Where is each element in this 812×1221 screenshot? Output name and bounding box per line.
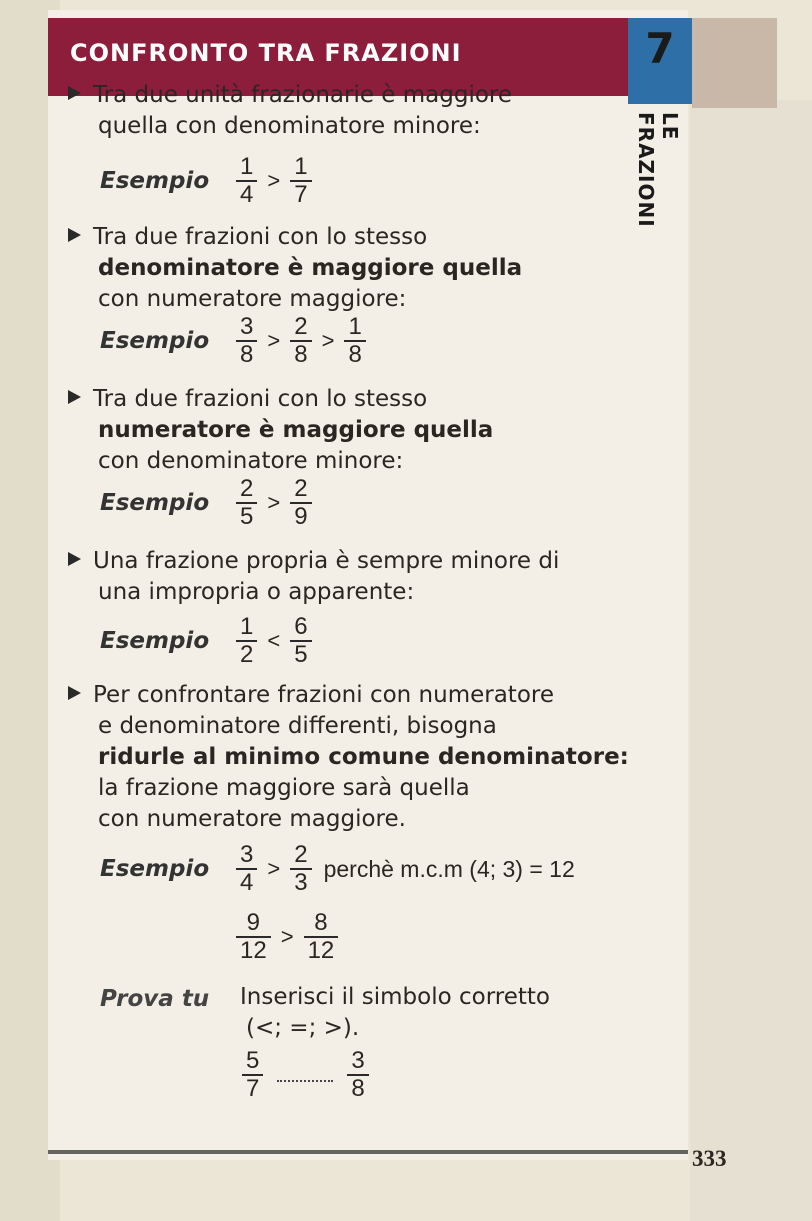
rule-5-line-1: Per confrontare frazioni con numeratore — [93, 682, 554, 708]
denominator: 12 — [240, 937, 267, 964]
rule-5-line-4: la frazione maggiore sarà quella — [98, 775, 470, 801]
denominator: 8 — [294, 341, 308, 368]
example-label: Esempio — [100, 628, 210, 654]
numerator: 2 — [240, 475, 254, 502]
comparison-operator: > — [267, 168, 281, 193]
fraction — [236, 476, 257, 530]
rule-2-line-3: con numeratore maggiore: — [98, 286, 407, 312]
fraction — [236, 910, 271, 964]
numerator: 2 — [294, 313, 308, 340]
fraction — [242, 1048, 263, 1102]
rule-4-line-1: Una frazione propria è sempre minore di — [93, 548, 560, 574]
fraction — [290, 842, 311, 896]
rule-4-line-2: una impropria o apparente: — [98, 579, 415, 605]
chapter-side-label: LE FRAZIONI — [634, 112, 682, 228]
example-label: Esempio — [100, 168, 210, 194]
numerator: 1 — [240, 153, 254, 180]
fraction — [236, 842, 257, 896]
exercise-instruction-line: Inserisci il simbolo corretto — [240, 984, 550, 1010]
fraction — [304, 910, 339, 964]
denominator: 8 — [351, 1075, 365, 1102]
denominator: 2 — [240, 641, 254, 668]
fraction — [236, 614, 257, 668]
rule-2 — [68, 222, 522, 315]
fraction — [290, 476, 311, 530]
numerator: 2 — [294, 841, 308, 868]
bullet-icon — [68, 390, 81, 404]
example-3 — [100, 476, 316, 530]
page-number: 333 — [692, 1146, 727, 1171]
denominator: 9 — [294, 503, 308, 530]
exercise-label: Prova tu — [100, 986, 210, 1012]
numerator: 8 — [314, 909, 328, 936]
denominator: 3 — [294, 869, 308, 896]
fraction — [290, 314, 311, 368]
numerator: 1 — [348, 313, 362, 340]
example-5-second-row — [232, 910, 342, 964]
denominator: 4 — [240, 869, 254, 896]
rule-5-line-5: con numeratore maggiore. — [98, 806, 406, 832]
example-label: Esempio — [100, 490, 210, 516]
denominator: 4 — [240, 181, 254, 208]
exercise-instruction — [240, 982, 660, 1044]
page-title: CONFRONTO TRA FRAZIONI — [70, 39, 462, 67]
bullet-icon — [68, 86, 81, 100]
numerator: 5 — [246, 1047, 260, 1074]
fraction — [236, 154, 257, 208]
bottom-rule — [48, 1150, 688, 1154]
denominator: 12 — [307, 937, 335, 964]
comparison-operator: > — [267, 856, 281, 881]
fraction — [347, 1048, 368, 1102]
rule-5-line-3: ridurle al minimo comune denominatore: — [98, 744, 629, 770]
numerator: 6 — [294, 613, 308, 640]
rule-1 — [68, 80, 512, 142]
fraction — [344, 314, 365, 368]
comparison-operator: < — [267, 628, 281, 653]
bullet-icon — [68, 686, 81, 700]
example-5 — [100, 842, 575, 896]
numerator: 3 — [240, 841, 254, 868]
numerator: 2 — [294, 475, 308, 502]
example-label: Esempio — [100, 328, 210, 354]
denominator: 8 — [240, 341, 254, 368]
rule-1-line-2: quella con denominatore minore: — [98, 113, 481, 139]
chapter-number: 7 — [645, 24, 675, 73]
fraction — [290, 154, 311, 208]
bullet-icon — [68, 228, 81, 242]
numerator: 1 — [294, 153, 308, 180]
denominator: 7 — [246, 1075, 260, 1102]
answer-blank[interactable] — [277, 1080, 333, 1082]
fraction — [236, 314, 257, 368]
numerator: 3 — [240, 313, 254, 340]
lcm-note: perchè m.c.m (4; 3) = 12 — [323, 855, 575, 882]
rule-3-line-1: Tra due frazioni con lo stesso — [93, 386, 428, 412]
denominator: 5 — [240, 503, 254, 530]
denominator: 8 — [348, 341, 362, 368]
rule-3-line-2: numeratore è maggiore quella — [98, 417, 494, 443]
rule-4 — [68, 546, 559, 608]
example-2 — [100, 314, 370, 368]
comparison-operator: > — [267, 328, 281, 353]
exercise-comparison — [238, 1048, 373, 1102]
rule-3-line-3: con denominatore minore: — [98, 448, 404, 474]
numerator: 1 — [240, 613, 254, 640]
side-stripe — [692, 18, 777, 108]
example-4 — [100, 614, 316, 668]
bullet-icon — [68, 552, 81, 566]
right-page-edge — [690, 100, 812, 1221]
rule-1-line-1: Tra due unità frazionarie è maggiore — [93, 82, 513, 108]
numerator: 3 — [351, 1047, 365, 1074]
rule-2-line-1: Tra due frazioni con lo stesso — [93, 224, 428, 250]
rule-2-line-2: denominatore è maggiore quella — [98, 255, 523, 281]
numerator: 9 — [246, 909, 261, 936]
denominator: 7 — [294, 181, 308, 208]
rule-3 — [68, 384, 493, 477]
comparison-operator: > — [321, 328, 335, 353]
exercise-symbols: (<; =; >). — [246, 1015, 360, 1041]
comparison-operator: > — [267, 490, 281, 515]
denominator: 5 — [294, 641, 308, 668]
rule-5 — [68, 680, 629, 835]
fraction — [290, 614, 311, 668]
comparison-operator: > — [280, 924, 294, 949]
example-1 — [100, 154, 316, 208]
rule-5-line-2: e denominatore differenti, bisogna — [98, 713, 497, 739]
example-label: Esempio — [100, 856, 210, 882]
